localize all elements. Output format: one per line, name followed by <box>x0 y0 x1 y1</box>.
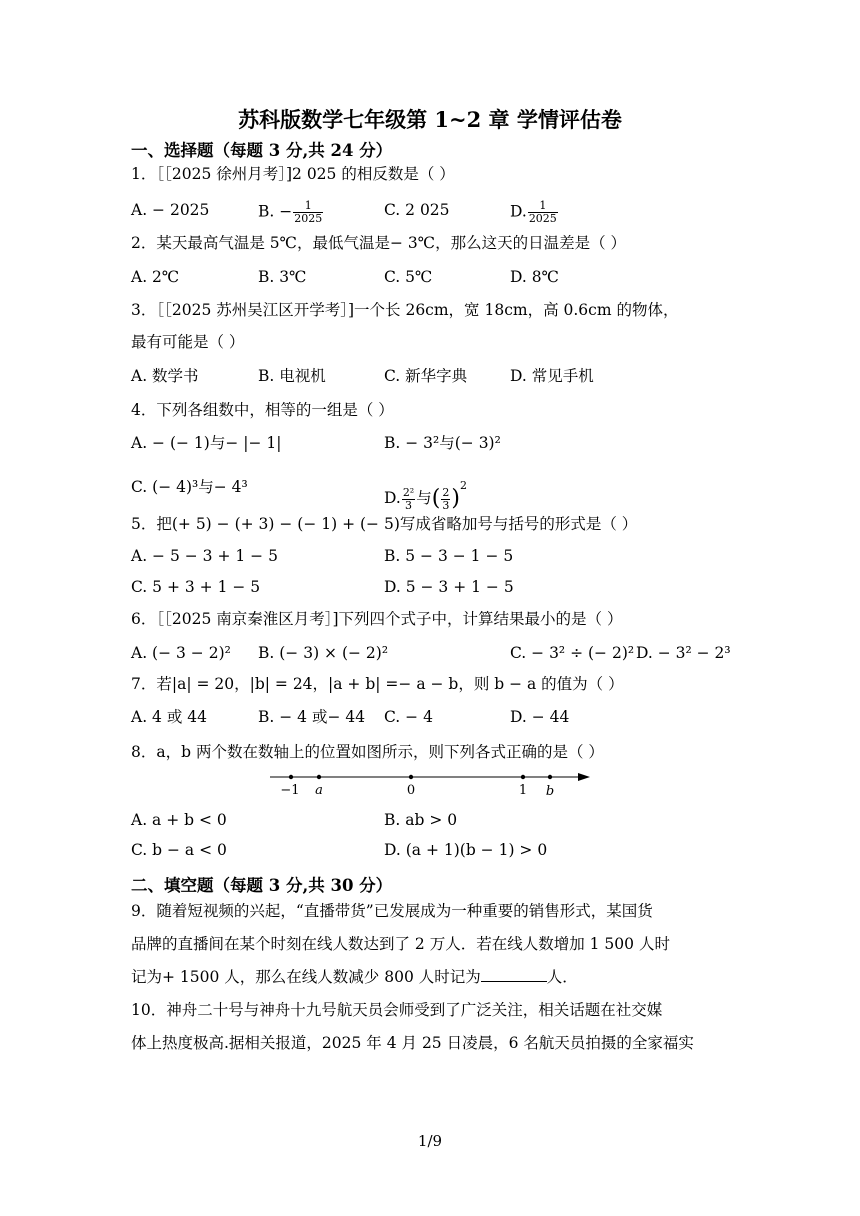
section-heading-fill: 二、填空题（每题 3 分,共 30 分） <box>131 876 393 895</box>
q6-option-c: C. − 3² ÷ (− 2)² <box>510 644 635 662</box>
q4-option-d: D. $\frac{\text{2²}}{3}$ 与( $\frac{2}{3}$ )$^2$ <box>384 479 467 512</box>
question-8-stem: 8．a，b 两个数在数轴上的位置如图所示，则下列各式正确的是（ ） <box>131 743 604 761</box>
q4-option-b: B. − 3²与(− 3)² <box>384 434 501 452</box>
q7-option-d: D. − 44 <box>510 708 570 726</box>
number-line-figure <box>260 768 600 798</box>
question-2-stem: 2．某天最高气温是 5℃，最低气温是− 3℃，那么这天的日温差是（ ） <box>131 234 627 252</box>
q4-option-a: A. − (− 1)与− |− 1| <box>131 434 282 452</box>
q1-option-c: C. 2 025 <box>384 201 450 219</box>
question-1-stem: 1．［［2025 徐州月考］]2 025 的相反数是（ ） <box>131 165 455 183</box>
label-a: a <box>315 783 323 798</box>
q1-option-d: D. $\frac{1}{2025}$ <box>510 199 557 225</box>
q5-option-d: D. 5 − 3 + 1 − 5 <box>384 578 514 596</box>
q3-option-a: A. 数学书 <box>131 367 199 385</box>
q1-option-a: A. − 2025 <box>131 201 210 219</box>
label-one: 1 <box>518 783 528 798</box>
q3-option-c: C. 新华字典 <box>384 367 468 385</box>
page-title: 苏科版数学七年级第 1~2 章 学情评估卷 <box>238 107 622 132</box>
question-7-stem: 7．若|a| = 20，|b| = 24，|a + b| =− a − b，则 b − a 的值为（ ） <box>131 675 624 693</box>
point-a <box>317 775 321 779</box>
q7-option-b: B. − 4 或− 44 <box>258 708 366 726</box>
question-9-line-3: 记为+ 1500 人，那么在线人数减少 800 人时记为 人． <box>131 968 578 986</box>
q8-option-a: A. a + b < 0 <box>131 811 227 829</box>
q8-option-b: B. ab > 0 <box>384 811 458 829</box>
point-minus-one <box>289 775 293 779</box>
q3-option-b: B. 电视机 <box>258 367 326 385</box>
q2-option-c: C. 5℃ <box>384 268 433 286</box>
point-zero <box>409 775 413 779</box>
arrow-head-icon <box>578 773 590 781</box>
label-b: b <box>545 784 555 798</box>
fraction: $\frac{2}{3}$ <box>442 485 450 512</box>
question-9-line-1: 9．随着短视频的兴起，“直播带货”已发展成为一种重要的销售形式，某国货 <box>131 902 653 920</box>
q2-option-d: D. 8℃ <box>510 268 559 286</box>
q8-option-c: C. b − a < 0 <box>131 841 227 859</box>
question-9-line-2: 品牌的直播间在某个时刻在线人数达到了 2 万人．若在线人数增加 1 500 人时 <box>131 935 670 953</box>
q3-option-d: D. 常见手机 <box>510 367 594 385</box>
q1-option-b: B. − $\frac{1}{2025}$ <box>258 199 323 225</box>
q2-option-a: A. 2℃ <box>131 268 180 286</box>
fraction: $\frac{1}{2025}$ <box>294 199 323 225</box>
point-one <box>521 775 525 779</box>
q6-option-d: D. − 3² − 2³ <box>636 644 731 662</box>
q5-option-a: A. − 5 − 3 + 1 − 5 <box>131 547 278 565</box>
question-10-line-1: 10．神舟二十号与神舟十九号航天员会师受到了广泛关注，相关话题在社交媒 <box>131 1001 663 1019</box>
question-5-stem: 5．把(+ 5) − (+ 3) − (− 1) + (− 5)写成省略加号与括号的形式是（ ） <box>131 515 638 533</box>
question-3-stem-cont: 最有可能是（ ） <box>131 333 245 351</box>
section-heading-choice: 一、选择题（每题 3 分,共 24 分） <box>131 141 393 160</box>
page-number: 1/9 <box>417 1132 443 1150</box>
question-6-stem: 6．［［2025 南京秦淮区月考］]下列四个式子中，计算结果最小的是（ ） <box>131 610 623 628</box>
question-10-line-2: 体上热度极高.据相关报道，2025 年 4 月 25 日凌晨，6 名航天员拍摄的全家福实 <box>131 1034 694 1052</box>
point-b <box>548 775 552 779</box>
label-minus-one: −1 <box>280 783 300 798</box>
fraction: $\frac{\text{2²}}{3}$ <box>402 485 415 512</box>
q7-option-c: C. − 4 <box>384 708 433 726</box>
question-4-stem: 4．下列各组数中，相等的一组是（ ） <box>131 401 394 419</box>
label-zero: 0 <box>406 783 416 798</box>
answer-blank <box>481 967 547 982</box>
q5-option-b: B. 5 − 3 − 1 − 5 <box>384 547 514 565</box>
fraction: $\frac{1}{2025}$ <box>528 199 557 225</box>
q8-option-d: D. (a + 1)(b − 1) > 0 <box>384 841 548 859</box>
q5-option-c: C. 5 + 3 + 1 − 5 <box>131 578 261 596</box>
question-3-stem: 3．［［2025 苏州吴江区开学考］]一个长 26cm，宽 18cm，高 0.6cm 的物体， <box>131 301 679 319</box>
q6-option-b: B. (− 3) × (− 2)² <box>258 644 389 662</box>
q2-option-b: B. 3℃ <box>258 268 307 286</box>
q4-option-c: C. (− 4)³与− 4³ <box>131 478 248 496</box>
q6-option-a: A. (− 3 − 2)² <box>131 644 231 662</box>
q7-option-a: A. 4 或 44 <box>131 708 207 726</box>
